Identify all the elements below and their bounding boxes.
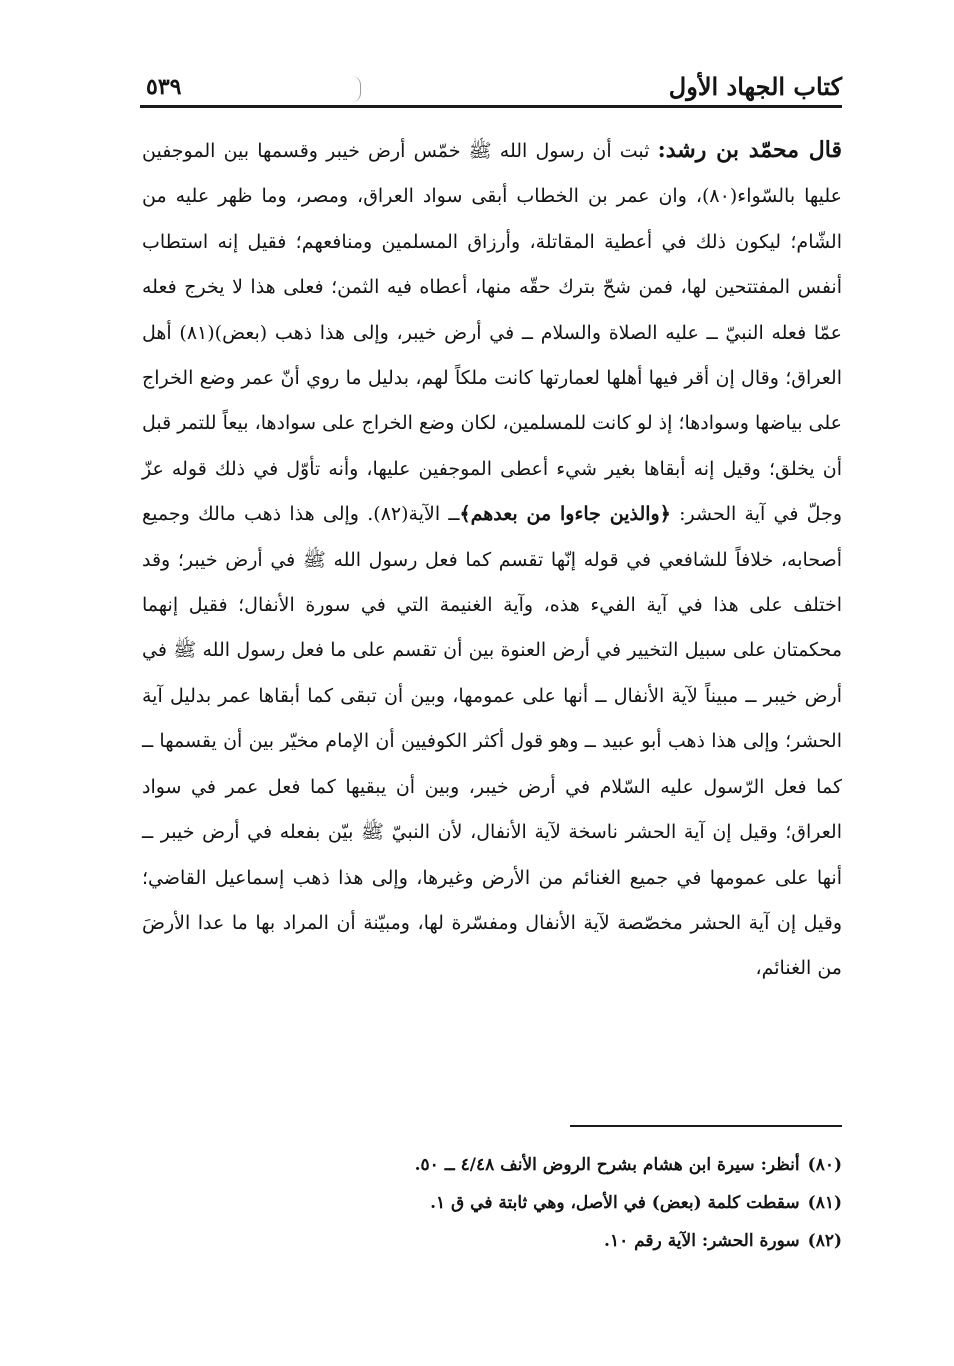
footnote-text: سورة الحشر: الآية رقم ١٠. (604, 1231, 800, 1251)
book-title: كتاب الجهاد الأول (668, 72, 842, 101)
header-rule (140, 105, 842, 108)
footnote-number: (٨٢) (807, 1231, 842, 1251)
footnote-number: (٨٠) (807, 1155, 842, 1175)
paragraph-text-part-2: ــ الآية(٨٢). وإلى هذا ذهب مالك وجميع أصحابه، خلافاً للشافعي في قوله إنّها تقسم كما فعل رسول الله ﷺ في أرض خيبر؛ وقد اختلف على هذا في آية الفيء هذه، وآية الغنيمة التي في سورة الأنفال؛ فقيل إنهما محكمتان على سبيل التخيير في أرض العنوة بين أن تقسم على ما فعل رسول الله ﷺ في أرض خيبر ــ مبيناً لآية الأنفال ــ أنها على عمومها، وبين أن تبقى كما أبقاها عمر بدليل آية الحشر؛ وإلى هذا ذهب أبو عبيد ــ وهو قول أكثر الكوفيين أن الإمام مخيّر بين أن يقسمها ــ كما فعل الرّسول عليه السّلام في أرض خيبر، وبين أن يبقيها كما فعل عمر في سواد العراق؛ وقيل إن آية الحشر ناسخة لآية الأنفال، لأن النبيّ ﷺ بيّن بفعله في أرض خيبر ــ أنها على عمومها في جميع الغنائم من الأرض وغيرها، وإلى هذا ذهب إسماعيل القاضي؛ وقيل إن آية الحشر مخصّصة لآية الأنفال ومفسّرة لها، ومبيّنة أن المراد بها ما عدا الأرضَ من الغنائم، (142, 503, 842, 980)
footnote-number: (٨١) (807, 1193, 842, 1213)
main-paragraph (142, 128, 842, 992)
footnote-80 (142, 1146, 842, 1184)
footnote-separator (570, 1125, 842, 1127)
quran-quote: ﴿والذين جاءوا من بعدهم﴾ (459, 503, 671, 526)
footnotes (142, 1146, 842, 1260)
speaker-lead: قال محمّد بن رشد: (657, 137, 843, 163)
paragraph-text-part-1: ثبت أن رسول الله ﷺ خمّس أرض خيبر وقسمها بين الموجفين عليها بالسّواء(٨٠)، وان عمر بن الخطاب أبقى سواد العراق، ومصر، وما ظهر عليه من الشّام؛ ليكون ذلك في أعطية المقاتلة، وأرزاق المسلمين ومنافعهم؛ فقيل إنه استطاب أنفس المفتتحين لها، فمن شحّ بترك حقّه منها، أعطاه فيه الثمن؛ فعلى هذا لا يخرج فعله عمّا فعله النبيّ ــ عليه الصلاة والسلام ــ في أرض خيبر، وإلى هذا ذهب (بعض)(٨١) أهل العراق؛ وقال إن أقر فيها أهلها لعمارتها كانت ملكاً لهم، بدليل ما روي أنّ عمر وضع الخراج على بياضها وسوادها؛ إذ لو كانت للمسلمين، لكان وضع الخراج على سوادها، بيعاً للتمر قبل أن يخلق؛ وقيل إنه أبقاها بغير شيء أعطى الموجفين عليها، وأنه تأوّل في ذلك قوله عزّ وجلّ في آية الحشر: (142, 140, 843, 526)
footnote-text: أنظر: سيرة ابن هشام بشرح الروض الأنف ٤/٤٨ ــ ٥٠. (414, 1155, 800, 1175)
running-header (140, 66, 842, 108)
page-number: ٥٣٩ (146, 74, 182, 100)
footnote-82 (142, 1222, 842, 1260)
footnote-81 (142, 1184, 842, 1222)
main-text (142, 128, 842, 992)
page-edge-mark (352, 76, 361, 102)
footnote-text: سقطت كلمة (بعض) في الأصل، وهي ثابتة في ق ١. (430, 1193, 800, 1213)
